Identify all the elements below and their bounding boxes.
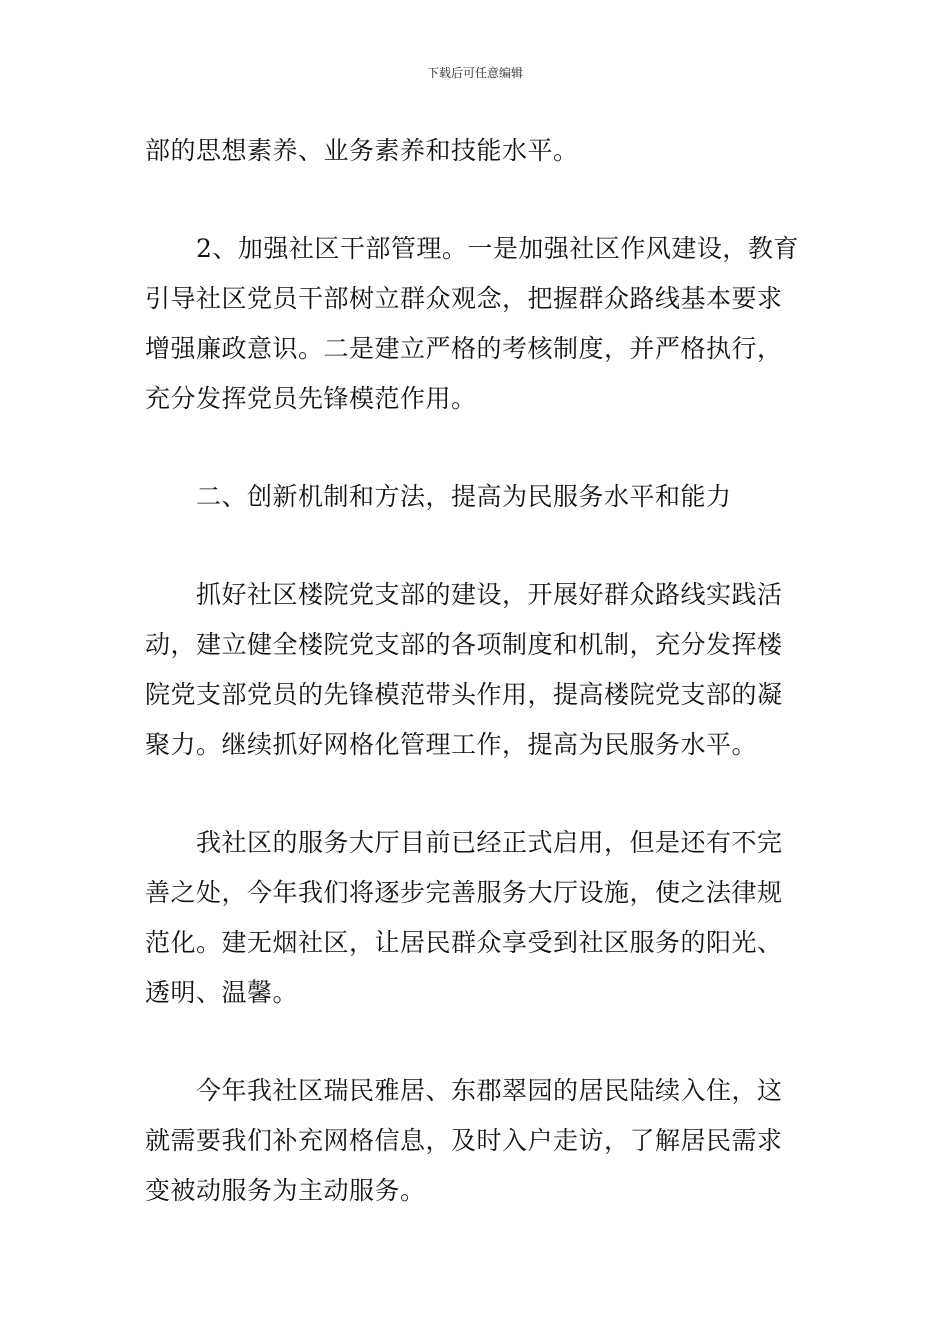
text-line: 增强廉政意识。二是建立严格的考核制度，并严格执行， <box>145 334 783 363</box>
text-line: 2、加强社区干部管理。一是加强社区作风建设，教育 <box>196 234 799 263</box>
text-line: 就需要我们补充网格信息，及时入户走访，了解居民需求 <box>145 1126 783 1155</box>
text-line: 抓好社区楼院党支部的建设，开展好群众路线实践活 <box>196 580 783 609</box>
text-line: 充分发挥党员先锋模范作用。 <box>145 384 477 413</box>
text-line: 引导社区党员干部树立群众观念，把握群众路线基本要求 <box>145 284 783 313</box>
text-line: 变被动服务为主动服务。 <box>145 1176 426 1205</box>
text-line: 动，建立健全楼院党支部的各项制度和机制，充分发挥楼 <box>145 630 783 659</box>
text-line: 善之处，今年我们将逐步完善服务大厅设施，使之法律规 <box>145 878 783 907</box>
section-heading: 二、创新机制和方法，提高为民服务水平和能力 <box>196 482 732 511</box>
text-line: 透明、温馨。 <box>145 978 299 1007</box>
text-line: 院党支部党员的先锋模范带头作用，提高楼院党支部的凝 <box>145 680 783 709</box>
page-header: 下载后可任意编辑 <box>426 66 523 80</box>
text-line: 范化。建无烟社区，让居民群众享受到社区服务的阳光、 <box>145 928 783 957</box>
text-line: 我社区的服务大厅目前已经正式启用，但是还有不完 <box>196 828 783 857</box>
text-line: 聚力。继续抓好网格化管理工作，提高为民服务水平。 <box>145 730 758 759</box>
text-line: 今年我社区瑞民雅居、东郡翠园的居民陆续入住，这 <box>196 1076 783 1105</box>
text-line: 部的思想素养、业务素养和技能水平。 <box>145 136 579 165</box>
